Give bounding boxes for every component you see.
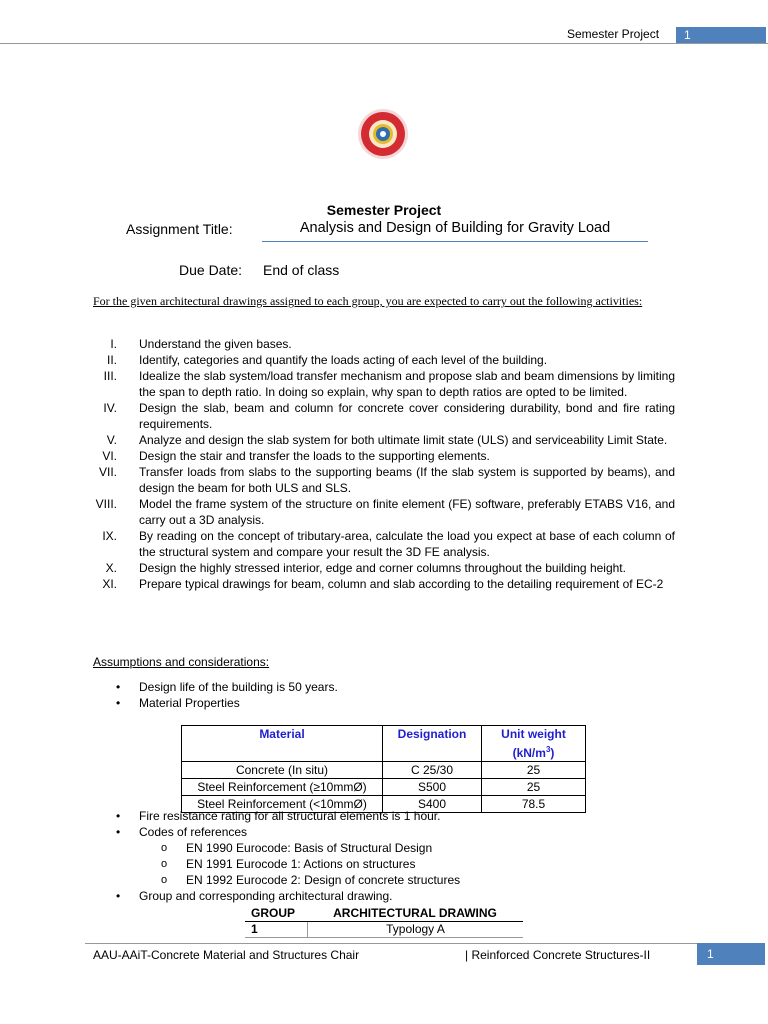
due-date-label: Due Date: — [179, 262, 243, 278]
col-header-designation: Designation — [383, 726, 482, 762]
assignment-label: Assignment Title: — [126, 221, 233, 237]
table-cell: 25 — [482, 779, 586, 796]
table-cell: S400 — [383, 796, 482, 813]
footer-left-text: AAU-AAiT-Concrete Material and Structures Chair — [93, 948, 360, 962]
activity-item — [93, 464, 675, 496]
university-seal-logo — [357, 108, 409, 160]
activity-text: Idealize the slab system/load transfer mechanism and propose slab and beam dimensions by limiting the span to depth ratio. In doing so explain, why span to depth ratios are opted to be limited. — [139, 369, 675, 399]
activity-text: Analyze and design the slab system for both ultimate limit state (ULS) and serviceability Limit State. — [139, 433, 668, 447]
bullet-item: • Fire resistance rating for all structural elements is 1 hour. — [93, 808, 675, 824]
table-header-row — [182, 726, 586, 762]
group-table — [245, 906, 523, 938]
activity-item — [93, 560, 675, 576]
group-number: 1 — [251, 922, 258, 936]
activity-number: VIII. — [95, 497, 117, 511]
due-date-value: End of class — [263, 262, 340, 278]
table-cell: 78.5 — [482, 796, 586, 813]
table-row — [245, 922, 523, 938]
assumptions-heading: Assumptions and considerations: — [93, 655, 270, 669]
page-title: Semester Project — [326, 202, 442, 218]
activity-number: VII. — [98, 465, 117, 479]
group-table-header — [245, 906, 523, 922]
col-header-unit-weight — [482, 726, 586, 762]
activity-number: IX. — [102, 529, 117, 543]
bullet-item: • Group and corresponding architectural drawing. — [93, 888, 675, 904]
group-drawing: Typology A — [307, 922, 523, 937]
table-cell: Concrete (In situ) — [182, 762, 383, 779]
activity-item — [93, 400, 675, 432]
col-header-group: GROUP — [251, 906, 296, 920]
col-header-material: Material — [182, 726, 383, 762]
activity-item — [93, 528, 675, 560]
table-cell: Steel Reinforcement (<10mmØ) — [182, 796, 383, 813]
activity-number: XI. — [102, 577, 117, 591]
header-title: Semester Project — [567, 27, 660, 41]
activity-number: I. — [110, 337, 117, 351]
code-item: o EN 1992 Eurocode 2: Design of concrete structures — [93, 872, 675, 888]
codes-label: Codes of references — [139, 825, 248, 839]
activity-number: X. — [105, 561, 117, 575]
footer-page-number: 1 — [697, 943, 765, 965]
table-cell: 25 — [482, 762, 586, 779]
footer-right-text: | Reinforced Concrete Structures-II — [465, 948, 651, 962]
table-cell: C 25/30 — [383, 762, 482, 779]
bullet-item — [93, 824, 675, 888]
activity-item — [93, 576, 675, 592]
activity-text: Design the highly stressed interior, edge and corner columns throughout the building height. — [139, 561, 626, 575]
activity-text: Prepare typical drawings for beam, column and slab according to the detailing requirement of EC-2 — [139, 577, 664, 591]
unit-weight-close: ) — [550, 746, 555, 760]
activity-number: V. — [106, 433, 117, 447]
activity-number: II. — [106, 353, 117, 367]
activity-number: VI. — [102, 449, 117, 463]
intro-paragraph: For the given architectural drawings assigned to each group, you are expected to carry out the following activities: — [93, 294, 643, 308]
activity-number: III. — [103, 369, 117, 383]
bullet-item: • Design life of the building is 50 years. — [93, 679, 675, 695]
activity-item — [93, 368, 675, 400]
activity-text: Understand the given bases. — [139, 337, 292, 351]
header-rule — [0, 43, 768, 44]
activity-item — [93, 352, 675, 368]
activity-text: Transfer loads from slabs to the supporting beams (If the slab system is supported by beams), and design the beam for both ULS and SLS. — [139, 465, 675, 495]
assignment-title: Analysis and Design of Building for Gravity Load — [262, 220, 648, 242]
code-item: o EN 1990 Eurocode: Basis of Structural Design — [93, 840, 675, 856]
activity-text: Model the frame system of the structure on finite element (FE) software, preferably ETABS V16, and carry out a 3D analysis. — [139, 497, 675, 527]
material-properties-table — [181, 725, 586, 813]
activity-text: Design the slab, beam and column for concrete cover considering durability, bond and fire rating requirements. — [139, 401, 675, 431]
codes-list — [93, 840, 675, 888]
activities-list — [93, 336, 675, 592]
assumptions-list-bottom — [93, 808, 675, 904]
code-item: o EN 1991 Eurocode 1: Actions on structures — [93, 856, 675, 872]
activity-item — [93, 448, 675, 464]
table-row — [182, 762, 586, 779]
activity-text: By reading on the concept of tributary-area, calculate the load you expect at base of each column of the structural system and compare your result the 3D FE analysis. — [139, 529, 675, 559]
activity-item — [93, 336, 675, 352]
col-header-drawing: ARCHITECTURAL DRAWING — [333, 906, 497, 920]
table-cell: Steel Reinforcement (≥10mmØ) — [182, 779, 383, 796]
bullet-item: • Material Properties — [93, 695, 675, 711]
header-page-number: 1 — [676, 27, 766, 43]
table-row — [182, 779, 586, 796]
activity-item — [93, 496, 675, 528]
activity-number: IV. — [103, 401, 117, 415]
assumptions-list-top — [93, 679, 675, 711]
activity-item — [93, 432, 675, 448]
activity-text: Design the stair and transfer the loads to the supporting elements. — [139, 449, 490, 463]
table-cell: S500 — [383, 779, 482, 796]
footer-rule — [85, 943, 765, 944]
activity-text: Identify, categories and quantify the loads acting of each level of the building. — [139, 353, 548, 367]
unit-weight-exponent: 3 — [545, 745, 551, 754]
unit-weight-label: Unit weight (kN/m — [501, 727, 566, 760]
